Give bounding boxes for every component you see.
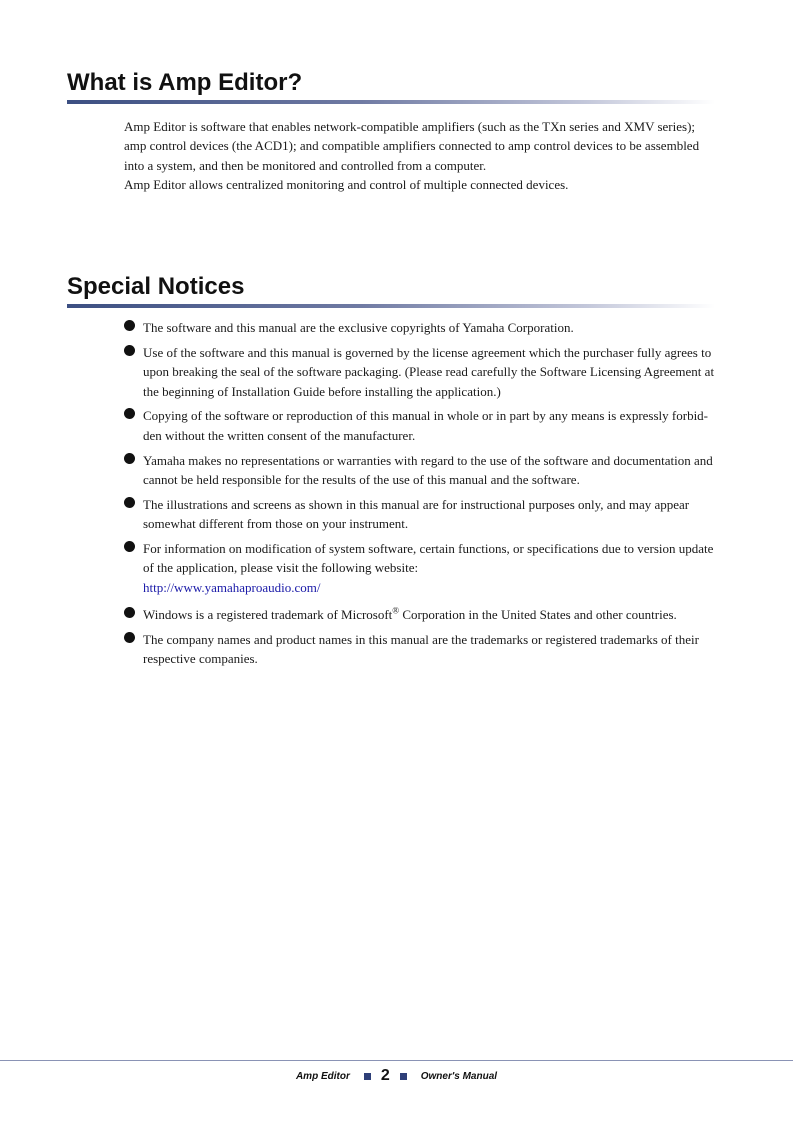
section-title-what-is-amp-editor: What is Amp Editor? [67, 69, 303, 96]
page-footer [0, 1067, 793, 1085]
bullet-icon [124, 320, 135, 331]
bullet-icon [124, 497, 135, 508]
intro-line: into a system, and then be monitored and controlled from a computer. [124, 157, 487, 173]
footer-manual-name: Owner's Manual [420, 1070, 498, 1082]
notice-text: The software and this manual are the exclusive copyrights of Yamaha Corporation. [143, 320, 574, 335]
bullet-icon [124, 607, 135, 618]
website-link[interactable]: http://www.yamahaproaudio.com/ [143, 579, 321, 595]
intro-line: amp control devices (the ACD1); and compatible amplifiers connected to amp control devices to be assembled [124, 138, 700, 154]
bullet-icon [124, 408, 135, 419]
notice-text: Yamaha makes no representations or warranties with regard to the use of the software and documentation and cannot be held responsible for the results of the use of this manual and the software. [143, 452, 713, 488]
notice-text: The company names and product names in this manual are the trademarks or registered trademarks of their respective companies. [143, 632, 699, 667]
notice-text: The illustrations and screens as shown in this manual are for instructional purposes only, and may appear somewhat different from those on your instrument. [143, 496, 690, 532]
bullet-icon [124, 345, 135, 356]
bullet-icon [124, 453, 135, 464]
notice-item [124, 451, 726, 490]
notice-text: Windows is a registered trademark of Microsoft [143, 607, 393, 623]
notice-item [124, 495, 726, 534]
intro-line: Amp Editor allows centralized monitoring and control of multiple connected devices. [124, 176, 569, 192]
intro-line: Amp Editor is software that enables network-compatible amplifiers (such as the TXn series and XMV series); [124, 119, 696, 134]
notice-text: Use of the software and this manual is governed by the license agreement which the purchaser fully agrees to upon breaking the seal of the software packaging. (Please read carefully the Software Licensing Agreement at the beginning of Installation Guide before installing the application.) [143, 344, 715, 399]
notice-text: For information on modification of system software, certain functions, or specifications due to version update of the application, please visit the following website: [143, 541, 714, 576]
section-title-special-notices: Special Notices [67, 273, 245, 300]
notice-item [124, 406, 726, 445]
bullet-icon [124, 541, 135, 552]
square-bullet-icon [364, 1073, 371, 1080]
registered-mark: ® [392, 605, 400, 616]
section-divider [67, 100, 715, 104]
page-number: 2 [380, 1067, 390, 1084]
notice-item [124, 605, 726, 624]
bullet-icon [124, 632, 135, 643]
footer-divider [0, 1060, 793, 1061]
intro-paragraph [124, 117, 724, 194]
square-bullet-icon [400, 1073, 407, 1080]
notice-item [124, 539, 726, 597]
notice-item [124, 343, 726, 401]
notice-text: Copying of the software or reproduction of this manual in whole or in part by any means is expressly forbid-den without the written consent of the manufacturer. [143, 408, 709, 443]
footer-product-name: Amp Editor [295, 1070, 350, 1082]
notice-text: Corporation in the United States and other countries. [399, 607, 677, 623]
notice-item [124, 318, 726, 337]
special-notices-list [124, 318, 726, 674]
notice-item [124, 630, 726, 669]
section-divider [67, 304, 715, 308]
